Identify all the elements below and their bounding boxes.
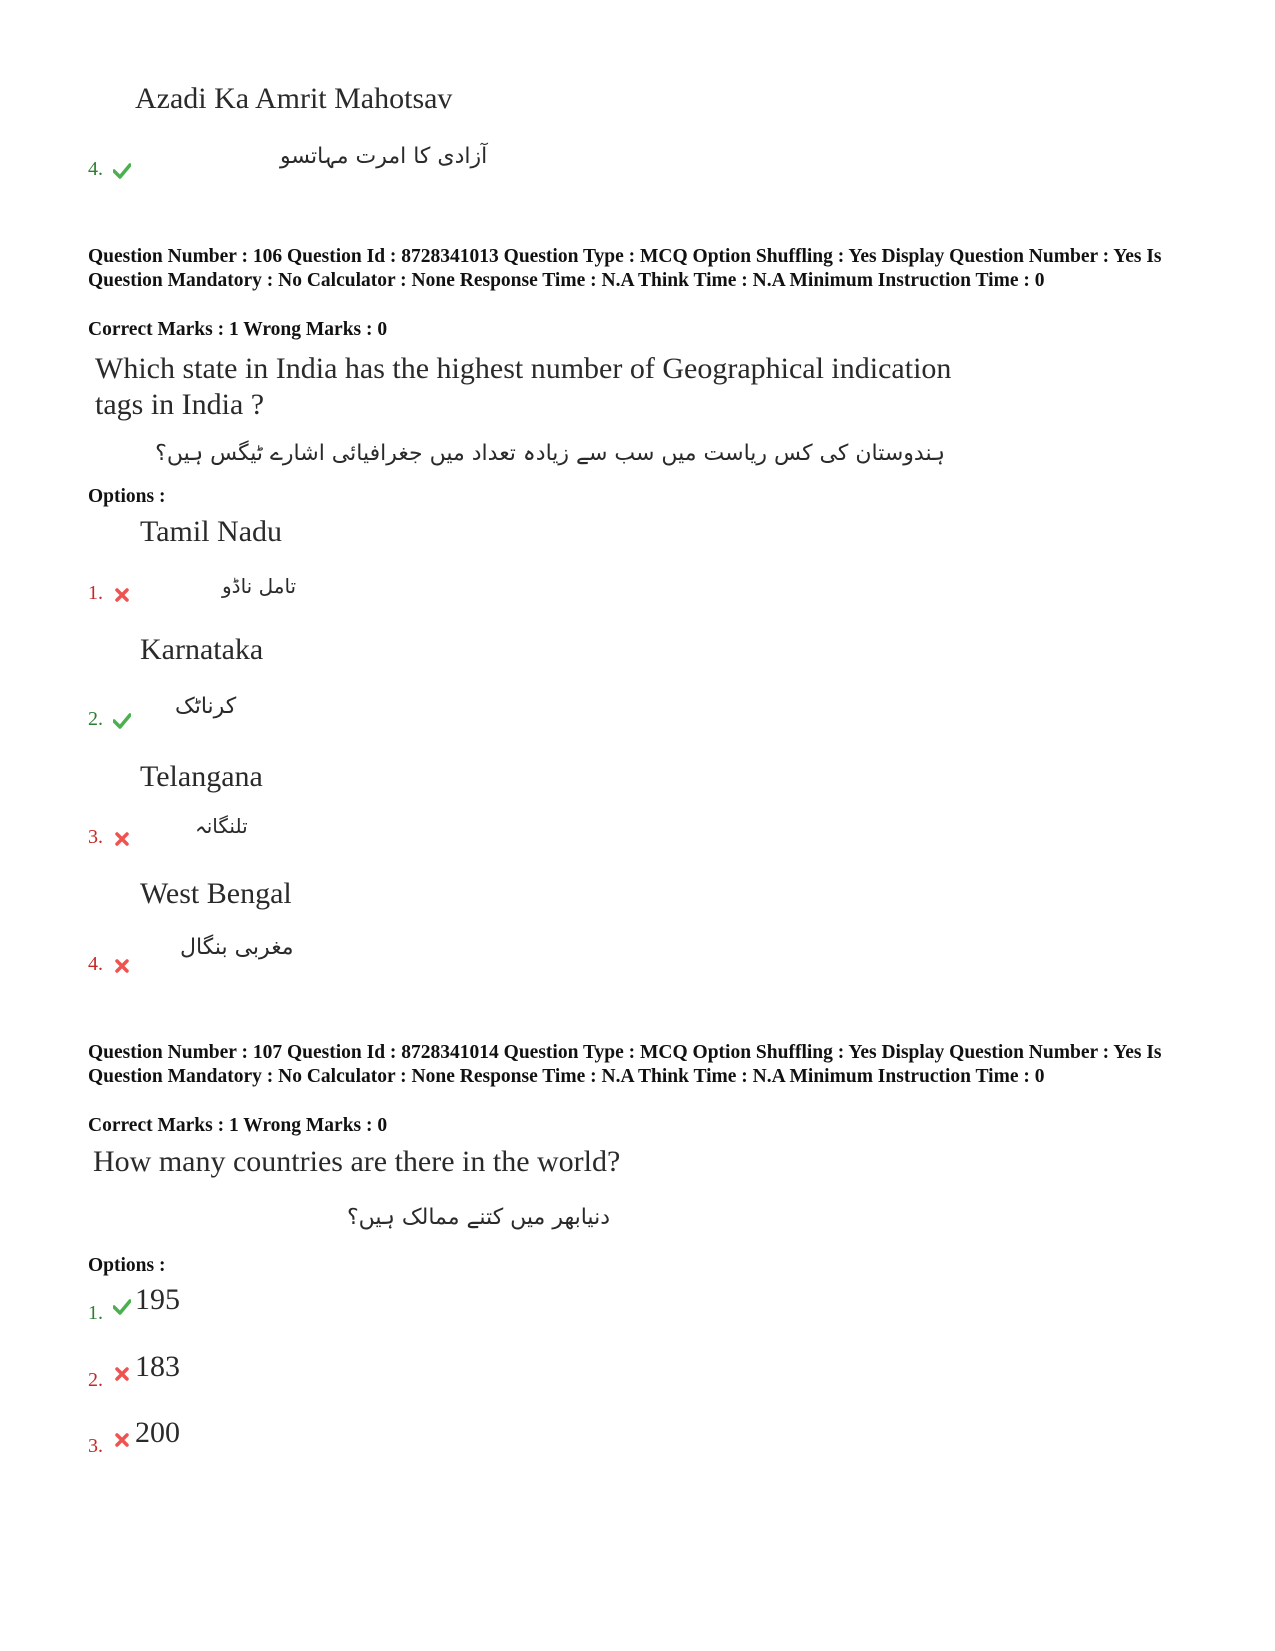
option-number-row: [88, 953, 131, 976]
option-urdu-text: تامل ناڈو: [222, 574, 297, 598]
option-urdu-text: آزادی کا امرت مہاتسو: [280, 144, 488, 169]
check-icon: [113, 163, 131, 179]
option-urdu-text: کرناٹک: [175, 694, 237, 719]
option-number-row: [88, 582, 131, 605]
check-icon: [113, 713, 131, 729]
cross-icon: [113, 1366, 131, 1382]
option-value: 195: [135, 1283, 180, 1316]
option-english-text: Karnataka: [140, 633, 264, 666]
option-number: 2.: [88, 1369, 103, 1391]
option-urdu-text: تلنگانہ: [195, 814, 248, 838]
option-number-row: [88, 158, 131, 181]
question-marks: Correct Marks : 1 Wrong Marks : 0: [88, 1115, 388, 1136]
option-number: 2.: [88, 708, 103, 730]
question-urdu-text: دنیابھر میں کتنے ممالک ہیں؟: [346, 1205, 610, 1230]
option-english-text: Telangana: [140, 760, 263, 793]
question-text: How many countries are there in the world?: [93, 1145, 621, 1178]
option-english-text: Azadi Ka Amrit Mahotsav: [135, 82, 453, 115]
option-number: 4.: [88, 953, 103, 975]
options-label: Options :: [88, 1255, 166, 1276]
options-label: Options :: [88, 486, 166, 507]
option-urdu-text: مغربی بنگال: [180, 935, 294, 960]
option-english-text: West Bengal: [140, 877, 292, 910]
question-meta: Question Number : 106 Question Id : 8728341013 Question Type : MCQ Option Shuffling : Yes Display Question Number : Yes Is Question Mandatory : No Calculator : None Response Time : N.A Think Time : N.A Minimum Instruction Time : 0: [88, 246, 1162, 291]
option-value: 183: [135, 1350, 180, 1383]
option-row: [88, 1283, 180, 1325]
option-number-row: [88, 708, 131, 731]
option-number: 3.: [88, 826, 103, 848]
option-row: [88, 1350, 180, 1392]
question-text: Which state in India has the highest number of Geographical indication tags in India ?: [95, 352, 952, 421]
option-number-row: [88, 826, 131, 849]
option-number: 1.: [88, 582, 103, 604]
option-number: 4.: [88, 158, 103, 180]
option-number: 1.: [88, 1302, 103, 1324]
cross-icon: [113, 831, 131, 847]
cross-icon: [113, 958, 131, 974]
option-number: 3.: [88, 1435, 103, 1457]
question-urdu-text: ہندوستان کی کس ریاست میں سب سے زیادہ تعداد میں جغرافیائی اشارے ٹیگس ہیں؟: [155, 441, 945, 466]
option-value: 200: [135, 1416, 180, 1449]
option-row: [88, 1416, 180, 1458]
option-english-text: Tamil Nadu: [140, 515, 283, 548]
cross-icon: [113, 587, 131, 603]
question-marks: Correct Marks : 1 Wrong Marks : 0: [88, 319, 388, 340]
cross-icon: [113, 1432, 131, 1448]
check-icon: [113, 1299, 131, 1315]
question-meta: Question Number : 107 Question Id : 8728341014 Question Type : MCQ Option Shuffling : Yes Display Question Number : Yes Is Question Mandatory : No Calculator : None Response Time : N.A Think Time : N.A Minimum Instruction Time : 0: [88, 1042, 1162, 1087]
